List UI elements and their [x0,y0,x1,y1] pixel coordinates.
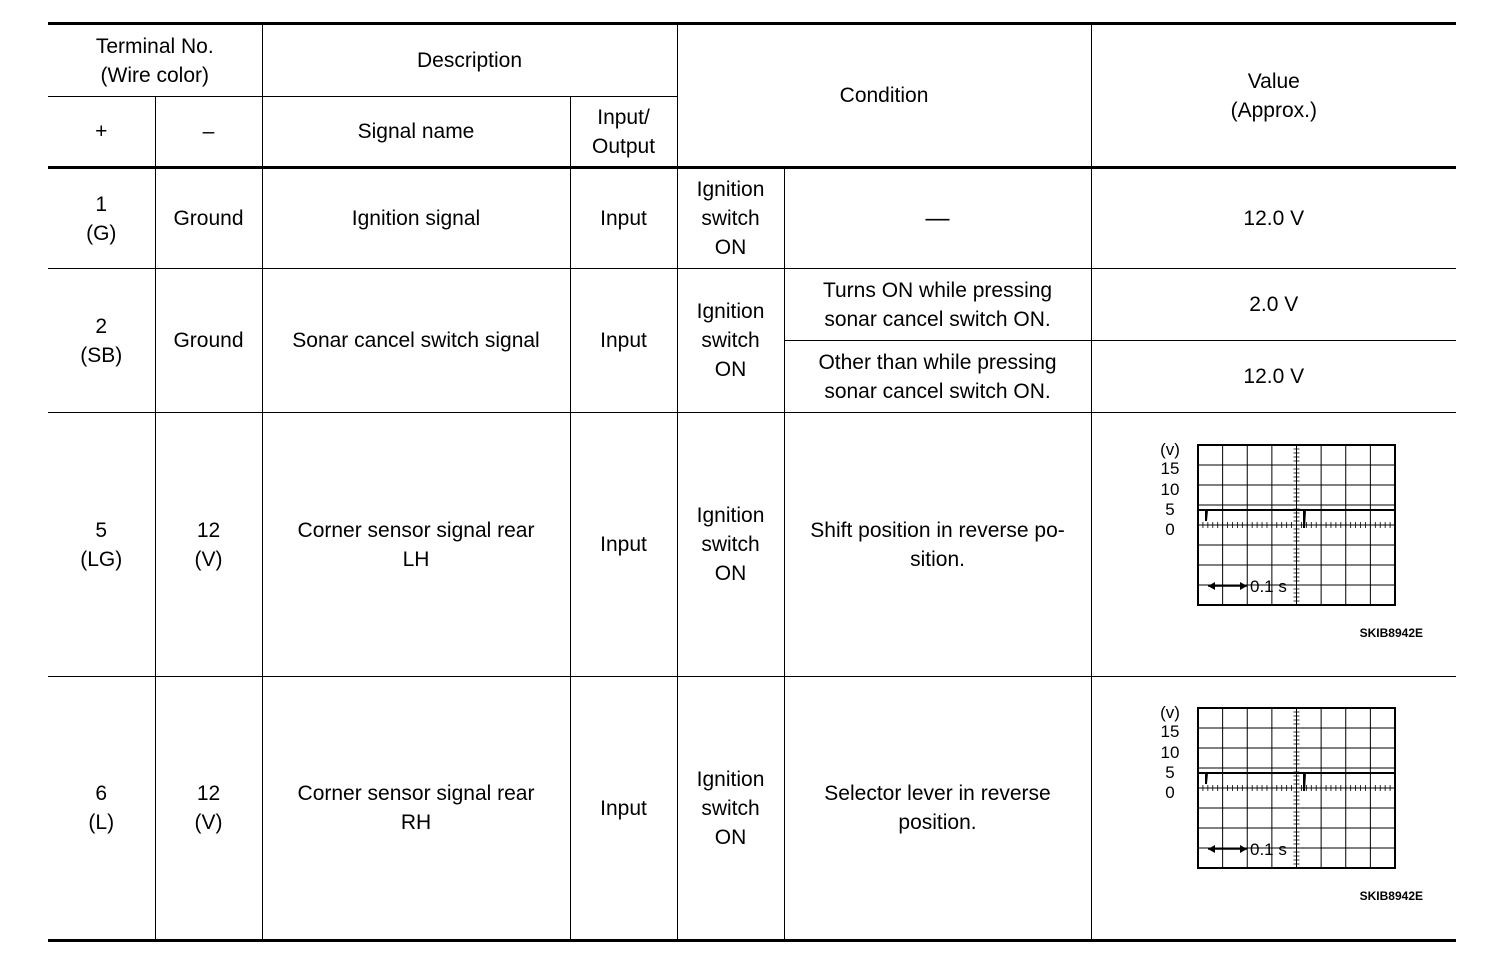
terminal-no-header [48,24,262,97]
condition-main-cell [677,413,784,677]
value-cell [1091,677,1456,941]
y-tick-label: 0 [1165,519,1175,539]
minus-terminal-cell: Ground [155,269,262,413]
signal-name-cell: Sonar cancel switch signal [262,269,570,413]
condition-line: Ignition [696,504,765,527]
value-header [1091,24,1456,168]
signal-line: RH [400,811,432,834]
y-tick-label: 10 [1160,743,1180,762]
oscilloscope-waveform [1114,698,1434,918]
plus-terminal-cell [48,677,155,941]
value-cell: 12.0 V [1091,168,1456,269]
condition-line: switch [701,207,760,230]
table-row [48,413,1456,677]
io-cell: Input [570,677,677,941]
minus-terminal-cell [155,413,262,677]
minus-header: – [155,97,262,168]
terminal-number: 6 [95,782,108,805]
condition-line: ON [714,358,747,381]
condition-line: Ignition [696,767,765,791]
waveform-grid [1198,445,1395,605]
plus-terminal-cell [48,168,155,269]
condition-line: switch [701,533,760,556]
condition-line: sonar cancel switch ON. [824,307,1051,331]
waveform-unit-label: (v) [1159,439,1180,459]
signal-name-header: Signal name [262,97,570,168]
wire-color: (L) [88,811,115,834]
y-tick-label: 0 [1165,783,1175,802]
wire-color: (SB) [80,343,123,367]
terminal-number: 2 [95,314,108,338]
condition-line: switch [701,329,760,352]
signal-name-cell [262,677,570,941]
condition-line: sonar cancel switch ON. [824,379,1051,403]
condition-detail-cell [784,341,1091,413]
condition-detail-cell: — [784,168,1091,269]
signal-line: LH [402,547,430,571]
signal-name-cell: Ignition signal [262,168,570,269]
condition-detail-cell [784,269,1091,341]
plus-terminal-cell [48,413,155,677]
terminal-number: 5 [95,518,108,542]
condition-line: Shift position in reverse po- [810,518,1065,542]
y-tick-label: 15 [1160,722,1180,741]
plus-header: + [48,97,155,168]
condition-line: sition. [910,547,965,571]
table-row [48,677,1456,941]
y-tick-label: 15 [1160,458,1180,478]
wire-color: (V) [194,811,223,834]
minus-terminal-cell [155,677,262,941]
wire-color-header-line: (Wire color) [100,63,209,87]
oscilloscope-waveform [1114,435,1434,655]
io-header [570,97,677,168]
condition-line: Ignition [696,178,765,201]
time-scale-label: 0.1 s [1249,576,1287,596]
wire-color: (V) [194,547,223,571]
condition-detail-cell [784,677,1091,941]
y-tick-label: 10 [1160,479,1180,499]
table-row [48,269,1456,341]
y-tick-label: 5 [1165,499,1175,519]
approx-header-line: (Approx.) [1230,98,1317,122]
terminal-number: 1 [95,192,108,216]
table-row [48,168,1456,269]
time-scale-label: 0.1 s [1249,840,1287,859]
io-header-line: Input/ [597,105,650,129]
waveform-grid [1198,708,1395,868]
condition-detail-cell [784,413,1091,677]
value-cell: 12.0 V [1091,341,1456,413]
waveform-unit-label: (v) [1159,703,1180,722]
signal-name-cell [262,413,570,677]
io-cell: Input [570,413,677,677]
figure-id: SKIB8942E [1359,625,1423,640]
condition-line: switch [701,796,760,820]
io-cell: Input [570,168,677,269]
wire-color: (LG) [80,547,123,571]
condition-line: Other than while pressing [818,350,1057,374]
value-cell: 2.0 V [1091,269,1456,341]
value-header-line: Value [1247,69,1300,93]
signal-line: Corner sensor signal rear [297,518,535,542]
wire-color: (G) [86,221,117,245]
io-cell: Input [570,269,677,413]
terminal-number: 12 [196,518,221,542]
condition-line: ON [714,562,747,585]
condition-line: ON [714,825,747,849]
terminal-spec-table [48,22,1456,942]
terminal-number: 12 [196,782,221,805]
io-header-line: Output [591,134,656,158]
plus-terminal-cell [48,269,155,413]
minus-terminal-cell: Ground [155,168,262,269]
value-cell [1091,413,1456,677]
condition-main-cell [677,677,784,941]
figure-id: SKIB8942E [1359,889,1423,903]
condition-line: Selector lever in reverse [824,782,1051,805]
condition-main-cell [677,168,784,269]
condition-line: Ignition [696,300,765,323]
description-header: Description [262,24,677,97]
signal-line: Corner sensor signal rear [297,782,535,805]
terminal-header-line: Terminal No. [95,34,214,58]
condition-line: position. [898,811,977,834]
y-tick-label: 5 [1165,763,1175,782]
condition-line: Turns ON while pressing [822,278,1053,302]
condition-line: ON [714,236,747,259]
condition-header: Condition [677,24,1091,168]
condition-main-cell [677,269,784,413]
header-row-1 [48,24,1456,97]
